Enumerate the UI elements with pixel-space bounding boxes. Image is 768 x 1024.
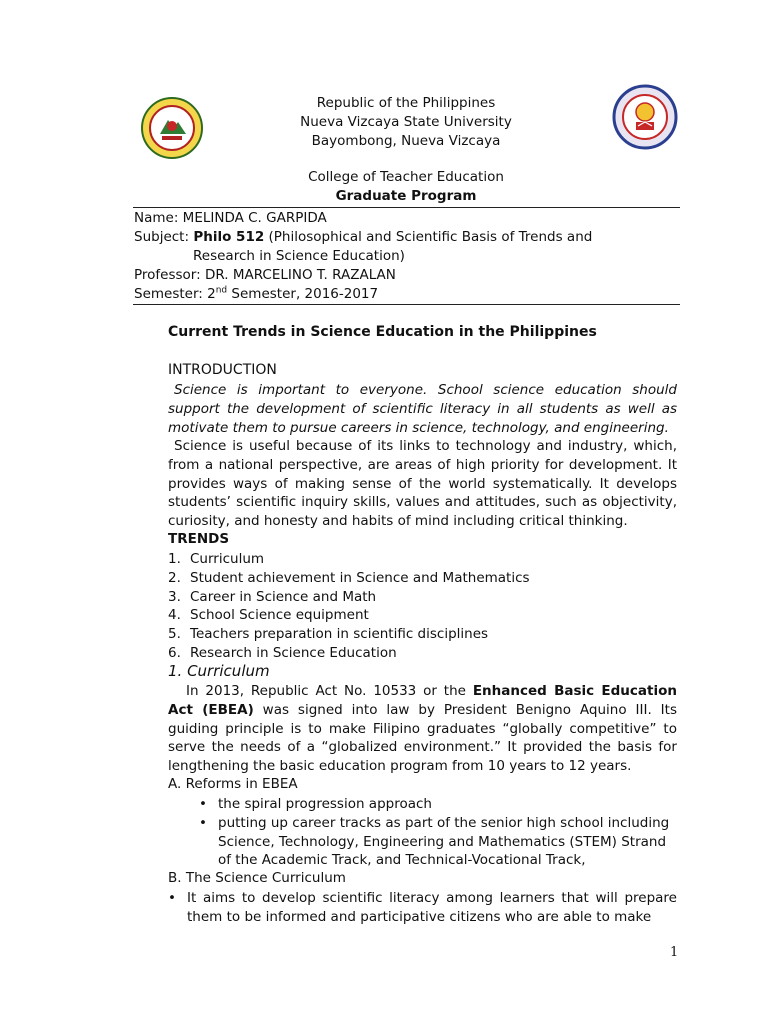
list-item: • putting up career tracks as part of the senior high school including Science, Technology, Engineering and Mathematics (STEM) Strand of the Academic Track, and Technical-Vocational Track, — [199, 814, 677, 870]
bottom-divider — [133, 304, 680, 305]
semester-sup: nd — [215, 285, 228, 296]
name-line — [134, 209, 327, 228]
subject-desc-continued: Research in Science Education) — [193, 248, 405, 264]
intro-paragraph-2: Science is useful because of its links to technology and industry, which, from a national perspective, are areas of high priority for development. It provides ways of making sense of the world systematically. It develops students’ scientific inquiry skills, values and attitudes, such as objectivity, curiosity, and honesty and habits of mind including critical thinking. — [168, 438, 677, 530]
professor-value: DR. MARCELINO T. RAZALAN — [204, 267, 396, 283]
science-curriculum-heading: B. The Science Curriculum — [168, 870, 346, 886]
section-1-heading: 1. Curriculum — [168, 662, 270, 680]
subject-desc: (Philosophical and Scientific Basis of Trends and — [264, 229, 593, 245]
subject-line — [134, 228, 592, 247]
section-1-paragraph: In 2013, Republic Act No. 10533 or the Enhanced Basic Education Act (EBEA) was signed into law by President Benigno Aquino III. Its guiding principle is to make Filipino graduates “globally competitive” to serve the needs of a “globalized environment.” It provided the basis for lengthening the basic education program from 10 years to 12 years. — [168, 683, 677, 775]
list-item: 5. Teachers preparation in scientific disciplines — [168, 626, 489, 643]
professor-line — [134, 266, 396, 285]
header-location: Bayombong, Nueva Vizcaya — [311, 133, 501, 149]
header-university: Nueva Vizcaya State University — [300, 114, 512, 130]
header-program: Graduate Program — [335, 188, 477, 204]
intro-paragraph-1: Science is important to everyone. School science education should support the development of scientific literacy in all students as well as motivate them to pursue careers in science, technology, and engineering. — [168, 382, 677, 436]
header-college: College of Teacher Education — [308, 169, 504, 185]
professor-label: Professor: — [134, 267, 205, 283]
trends-heading: TRENDS — [168, 531, 230, 547]
reforms-list — [199, 795, 677, 870]
list-item: • It aims to develop scientific literacy among learners that will prepare them to be informed and participative citizens who are able to make — [168, 889, 677, 927]
list-item: 3. Career in Science and Math — [168, 588, 377, 605]
top-divider — [133, 207, 680, 208]
name-value: MELINDA C. GARPIDA — [182, 210, 327, 226]
semester-line — [134, 285, 378, 304]
list-item: 6. Research in Science Education — [168, 644, 397, 661]
science-curriculum-list — [168, 889, 677, 927]
list-item: 1. Curriculum — [168, 551, 265, 567]
name-label: Name: — [134, 210, 183, 226]
list-item: • the spiral progression approach — [199, 795, 677, 814]
university-seal-logo — [140, 96, 204, 160]
subject-label: Subject: — [134, 229, 194, 245]
list-item: 2. Student achievement in Science and Mathematics — [168, 569, 530, 586]
intro-heading: INTRODUCTION — [168, 362, 277, 378]
college-seal-logo — [612, 84, 678, 150]
semester-label: Semester: 2 — [134, 286, 216, 302]
semester-rest: Semester, 2016-2017 — [227, 286, 379, 302]
reforms-heading: A. Reforms in EBEA — [168, 776, 298, 792]
page-number: 1 — [670, 945, 679, 960]
subject-code: Philo 512 — [193, 229, 265, 245]
trends-list — [168, 550, 677, 663]
list-item: 4. School Science equipment — [168, 607, 369, 624]
header-republic: Republic of the Philippines — [316, 95, 496, 111]
document-title: Current Trends in Science Education in the Philippines — [168, 324, 597, 340]
